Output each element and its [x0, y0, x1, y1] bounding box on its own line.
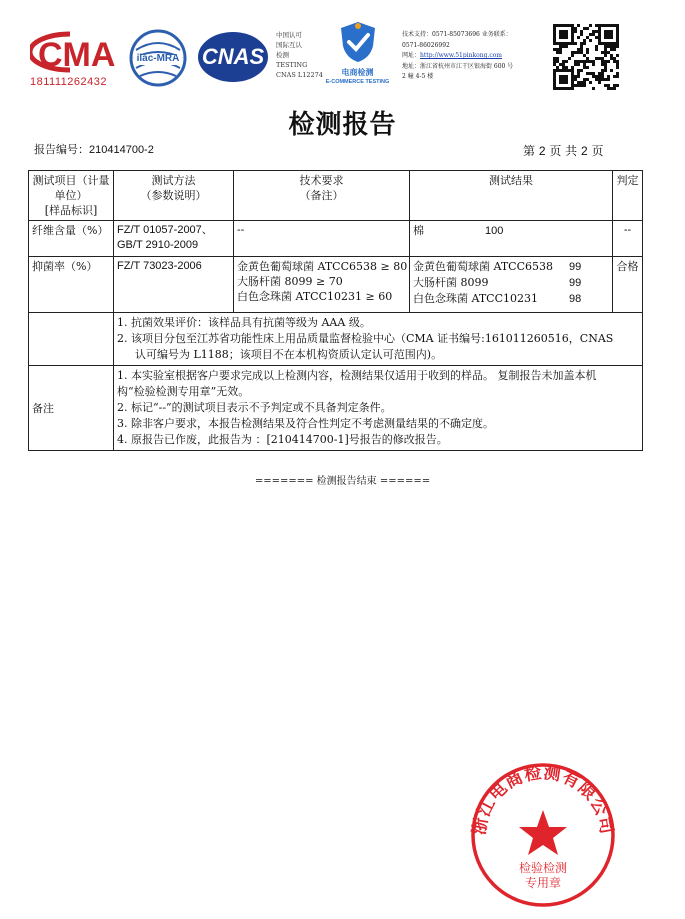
- report-title: 检测报告: [288, 110, 397, 140]
- report-number: 报告编号：210414700-2: [34, 143, 154, 156]
- evaluation-notes: 1. 抗菌效果评价：该样品具有抗菌等级为 AAA 级。 2. 该项目分包至江苏省功能性床上用品质量监督检验中心（CMA 证书编号:161011260516，CNAS 认可编号为 L1188；该项目不在本机构资质认定认可范围内)。: [114, 313, 643, 366]
- row-method: FZ/T 01057-2007、 GB/T 2910-2009: [114, 221, 234, 257]
- table-row: [29, 221, 643, 257]
- header-requirement: 技术要求 （备注）: [234, 171, 410, 221]
- table-header-row: [29, 171, 643, 221]
- report-end-marker: ======= 检测报告结束 ======: [254, 476, 431, 487]
- stamp-center-line1: 检验检测: [518, 861, 568, 875]
- report-number-value: 210414700-2: [89, 144, 154, 156]
- cnas-logo: [196, 30, 270, 84]
- row-result: 棉 100: [410, 221, 613, 257]
- notes-label: 备注: [29, 366, 114, 451]
- ecommerce-cn: 电商检测: [341, 68, 374, 77]
- row-method: FZ/T 73023-2006: [114, 257, 234, 313]
- cnas-label: CNAS: [201, 44, 265, 69]
- page-indicator: 第 2 页 共 2 页: [523, 144, 604, 158]
- notes-content: 1. 本实验室根据客户要求完成以上检测内容，检测结果仅适用于收到的样品。 复制报告未加盖本机 构“检验检测专用章”无效。 2. 标记“--”的测试项目表示不予判定或不具备判定条件。 3. 除非客户要求，本报告检测结果及符合性判定不考虑测量结果的不确定度。 4. 原报告已作废，此报告为 ：[210414700-1]号报告的修改报告。: [114, 366, 643, 451]
- table-row: [29, 257, 643, 313]
- row-verdict: 合格: [613, 257, 643, 313]
- contact-info: 技术支持：0571-85073696 业务联系： 0571-86026992 网址：http://www.51pinkong.com 地址：浙江省杭州市江干区银海街 600 号 2 幢 4-5 楼: [402, 31, 514, 80]
- row-result: 金黄色葡萄球菌 ATCC6538 99 大肠杆菌 8099 99 白色念珠菌 ATCC10231 98: [410, 257, 613, 313]
- header-item: 测试项目（计量 单位） [样品标识]: [29, 171, 114, 221]
- header-verdict: 判定: [613, 171, 643, 221]
- cma-number: 181111262432: [30, 76, 107, 88]
- ecommerce-testing-logo: [320, 20, 395, 90]
- row-requirement: --: [234, 221, 410, 257]
- evaluation-row: [29, 313, 643, 366]
- row-item: 抑菌率（%）: [29, 257, 114, 313]
- row-requirement: 金黄色葡萄球菌 ATCC6538 ≥ 80 大肠杆菌 8099 ≥ 70 白色念珠菌 ATCC10231 ≥ 60: [234, 257, 410, 313]
- qr-code: [553, 24, 619, 90]
- notes-row: [29, 366, 643, 451]
- official-stamp: [468, 760, 618, 910]
- cnas-text: 中国认可 国际互认 检测 TESTING CNAS L12274: [276, 31, 323, 79]
- row-item: 纤维含量（%）: [29, 221, 114, 257]
- ilac-mra-logo: [128, 28, 188, 88]
- results-table: [28, 170, 643, 451]
- stamp-ring-text: 浙江电商检测有限公司: [469, 762, 617, 837]
- header-method: 测试方法 （参数说明）: [114, 171, 234, 221]
- ilac-label: ilac-MRA: [136, 53, 180, 64]
- website-link[interactable]: http://www.51pinkong.com: [420, 52, 502, 59]
- svg-text:CMA: CMA: [38, 36, 116, 74]
- cma-logo: [30, 30, 122, 86]
- header-result: 测试结果: [410, 171, 613, 221]
- star-icon: [519, 810, 567, 855]
- row-verdict: --: [613, 221, 643, 257]
- stamp-center-line2: 专用章: [524, 876, 562, 890]
- ecommerce-en: E-COMMERCE TESTING: [325, 79, 390, 85]
